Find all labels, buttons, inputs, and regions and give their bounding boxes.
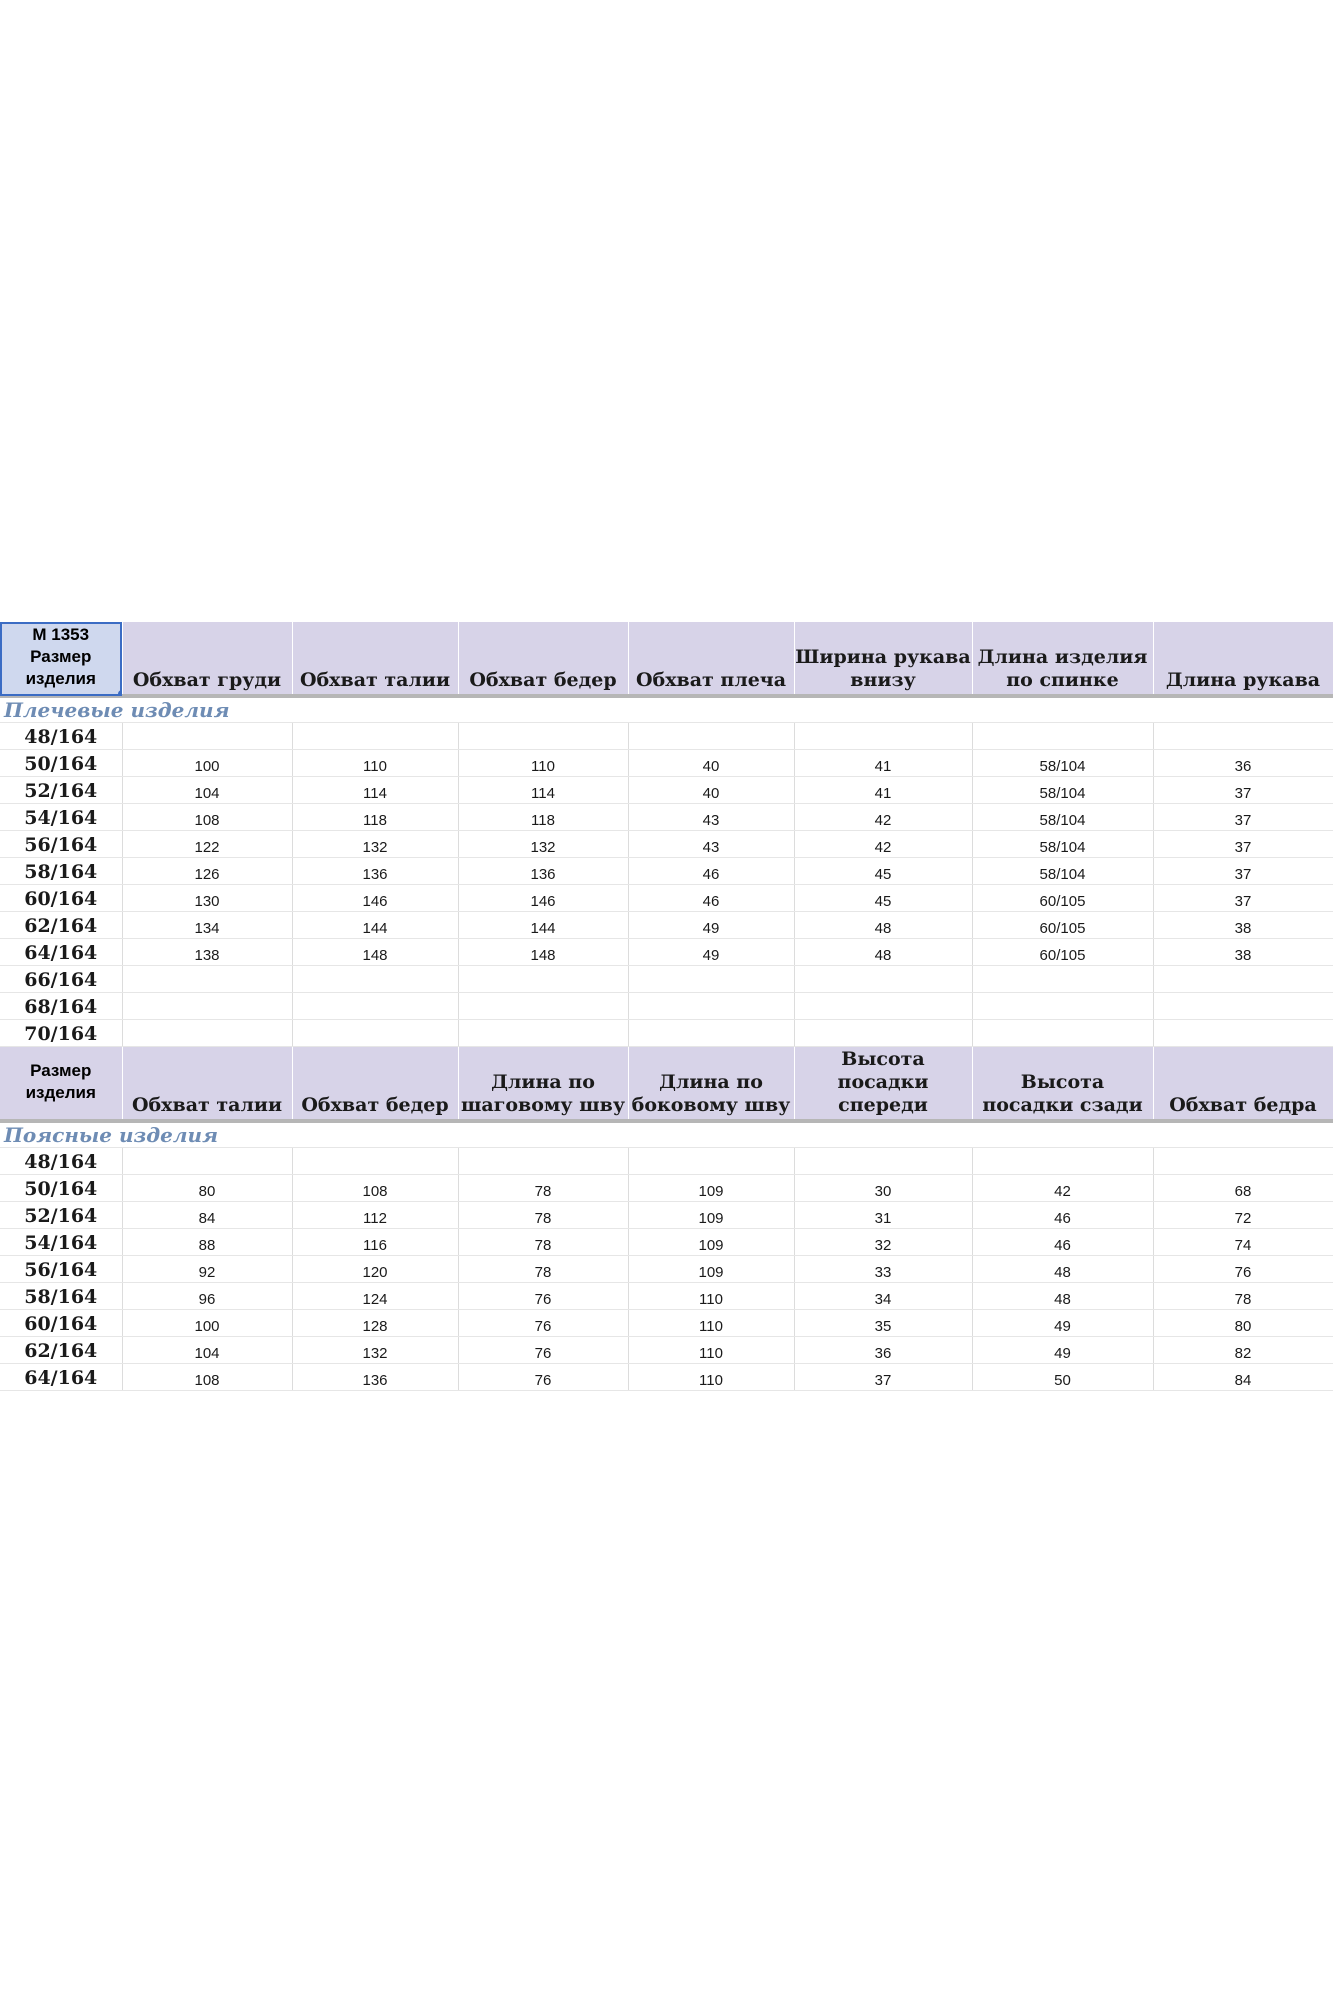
value-cell[interactable]: 78 xyxy=(1153,1283,1333,1310)
upper-column-header[interactable]: Обхват талии xyxy=(292,622,458,696)
value-cell[interactable]: 36 xyxy=(1153,750,1333,777)
value-cell[interactable] xyxy=(292,1148,458,1175)
value-cell[interactable] xyxy=(122,723,292,750)
value-cell[interactable] xyxy=(1153,1148,1333,1175)
table-row xyxy=(0,1202,1333,1229)
value-cell[interactable]: 78 xyxy=(458,1229,628,1256)
upper-section-row xyxy=(0,696,1333,723)
lower-section-row xyxy=(0,1121,1333,1148)
table-row xyxy=(0,1020,1333,1047)
value-cell[interactable] xyxy=(1153,966,1333,993)
value-cell[interactable] xyxy=(458,993,628,1020)
value-cell[interactable] xyxy=(122,1148,292,1175)
size-cell[interactable]: 52/164 xyxy=(0,777,122,804)
table-row xyxy=(0,858,1333,885)
value-cell[interactable]: 109 xyxy=(628,1175,794,1202)
value-cell[interactable]: 138 xyxy=(122,939,292,966)
value-cell[interactable]: 122 xyxy=(122,831,292,858)
value-cell[interactable] xyxy=(794,966,972,993)
value-cell[interactable]: 46 xyxy=(628,858,794,885)
value-cell[interactable]: 37 xyxy=(1153,804,1333,831)
value-cell[interactable]: 48 xyxy=(972,1256,1153,1283)
value-cell[interactable]: 76 xyxy=(1153,1256,1333,1283)
value-cell[interactable] xyxy=(1153,993,1333,1020)
model-label: М 1353 xyxy=(32,625,90,644)
size-cell[interactable]: 64/164 xyxy=(0,1364,122,1391)
value-cell[interactable]: 68 xyxy=(1153,1175,1333,1202)
table-row xyxy=(0,939,1333,966)
value-cell[interactable] xyxy=(628,1020,794,1047)
value-cell[interactable]: 50 xyxy=(972,1364,1153,1391)
value-cell[interactable]: 128 xyxy=(292,1310,458,1337)
value-cell[interactable]: 108 xyxy=(122,1364,292,1391)
value-cell[interactable]: 144 xyxy=(292,912,458,939)
size-cell[interactable]: 60/164 xyxy=(0,885,122,912)
value-cell[interactable] xyxy=(292,993,458,1020)
value-cell[interactable]: 35 xyxy=(794,1310,972,1337)
value-cell[interactable]: 96 xyxy=(122,1283,292,1310)
value-cell[interactable]: 58/104 xyxy=(972,804,1153,831)
value-cell[interactable]: 46 xyxy=(628,885,794,912)
size-cell[interactable]: 50/164 xyxy=(0,750,122,777)
value-cell[interactable]: 136 xyxy=(292,1364,458,1391)
value-cell[interactable]: 136 xyxy=(292,858,458,885)
value-cell[interactable]: 112 xyxy=(292,1202,458,1229)
value-cell[interactable]: 88 xyxy=(122,1229,292,1256)
value-cell[interactable]: 40 xyxy=(628,777,794,804)
value-cell[interactable] xyxy=(972,723,1153,750)
upper-column-header[interactable]: Длина рукава xyxy=(1153,622,1333,696)
value-cell[interactable]: 110 xyxy=(628,1337,794,1364)
size-cell[interactable]: 62/164 xyxy=(0,912,122,939)
value-cell[interactable] xyxy=(458,1020,628,1047)
value-cell[interactable]: 100 xyxy=(122,750,292,777)
value-cell[interactable]: 80 xyxy=(1153,1310,1333,1337)
value-cell[interactable]: 49 xyxy=(972,1310,1153,1337)
value-cell[interactable]: 110 xyxy=(292,750,458,777)
size-cell[interactable]: 48/164 xyxy=(0,723,122,750)
value-cell[interactable]: 146 xyxy=(292,885,458,912)
upper-column-header[interactable]: Длина изделия по спинке xyxy=(972,622,1153,696)
value-cell[interactable]: 104 xyxy=(122,777,292,804)
value-cell[interactable]: 110 xyxy=(458,750,628,777)
value-cell[interactable]: 82 xyxy=(1153,1337,1333,1364)
value-cell[interactable]: 58/104 xyxy=(972,777,1153,804)
value-cell[interactable]: 60/105 xyxy=(972,885,1153,912)
size-chart-sheet xyxy=(0,622,1333,1391)
value-cell[interactable]: 31 xyxy=(794,1202,972,1229)
value-cell[interactable] xyxy=(628,723,794,750)
table-row xyxy=(0,723,1333,750)
size-cell[interactable]: 56/164 xyxy=(0,831,122,858)
value-cell[interactable]: 37 xyxy=(1153,777,1333,804)
value-cell[interactable] xyxy=(122,993,292,1020)
value-cell[interactable] xyxy=(458,966,628,993)
table-row xyxy=(0,912,1333,939)
value-cell[interactable]: 60/105 xyxy=(972,939,1153,966)
lower-column-header[interactable]: Длина по боковому шву xyxy=(628,1047,794,1122)
table-row xyxy=(0,1256,1333,1283)
value-cell[interactable] xyxy=(794,1020,972,1047)
value-cell[interactable]: 76 xyxy=(458,1364,628,1391)
size-cell[interactable]: 70/164 xyxy=(0,1020,122,1047)
value-cell[interactable]: 76 xyxy=(458,1283,628,1310)
value-cell[interactable]: 109 xyxy=(628,1229,794,1256)
size-cell[interactable]: 64/164 xyxy=(0,939,122,966)
value-cell[interactable] xyxy=(122,966,292,993)
table-row xyxy=(0,1229,1333,1256)
size-cell[interactable]: 68/164 xyxy=(0,993,122,1020)
value-cell[interactable]: 134 xyxy=(122,912,292,939)
value-cell[interactable] xyxy=(1153,723,1333,750)
value-cell[interactable]: 108 xyxy=(292,1175,458,1202)
value-cell[interactable] xyxy=(292,966,458,993)
upper-column-header[interactable]: Обхват плеча xyxy=(628,622,794,696)
value-cell[interactable]: 76 xyxy=(458,1337,628,1364)
size-cell[interactable]: 58/164 xyxy=(0,1283,122,1310)
size-cell[interactable]: 66/164 xyxy=(0,966,122,993)
size-cell[interactable]: 60/164 xyxy=(0,1310,122,1337)
value-cell[interactable]: 48 xyxy=(972,1283,1153,1310)
lower-column-header[interactable]: Обхват талии xyxy=(122,1047,292,1122)
value-cell[interactable] xyxy=(122,1020,292,1047)
value-cell[interactable]: 109 xyxy=(628,1256,794,1283)
value-cell[interactable]: 92 xyxy=(122,1256,292,1283)
value-cell[interactable]: 43 xyxy=(628,831,794,858)
value-cell[interactable] xyxy=(972,966,1153,993)
value-cell[interactable]: 76 xyxy=(458,1310,628,1337)
value-cell[interactable]: 118 xyxy=(458,804,628,831)
selection-fill-handle[interactable] xyxy=(118,690,123,696)
value-cell[interactable]: 132 xyxy=(292,1337,458,1364)
table-row xyxy=(0,885,1333,912)
size-cell[interactable]: 50/164 xyxy=(0,1175,122,1202)
size-header-label: Размер изделия xyxy=(25,1061,96,1102)
value-cell[interactable] xyxy=(628,1148,794,1175)
value-cell[interactable]: 45 xyxy=(794,885,972,912)
value-cell[interactable]: 114 xyxy=(458,777,628,804)
value-cell[interactable]: 42 xyxy=(794,831,972,858)
table-row xyxy=(0,1175,1333,1202)
table-row xyxy=(0,1337,1333,1364)
lower-column-header[interactable]: Длина по шаговому шву xyxy=(458,1047,628,1122)
value-cell[interactable]: 42 xyxy=(972,1175,1153,1202)
value-cell[interactable]: 41 xyxy=(794,777,972,804)
value-cell[interactable]: 49 xyxy=(628,912,794,939)
value-cell[interactable]: 114 xyxy=(292,777,458,804)
lower-column-header[interactable]: Обхват бедер xyxy=(292,1047,458,1122)
value-cell[interactable]: 110 xyxy=(628,1310,794,1337)
value-cell[interactable] xyxy=(794,993,972,1020)
value-cell[interactable] xyxy=(628,993,794,1020)
value-cell[interactable]: 136 xyxy=(458,858,628,885)
value-cell[interactable] xyxy=(794,723,972,750)
value-cell[interactable]: 48 xyxy=(794,912,972,939)
size-cell[interactable]: 54/164 xyxy=(0,804,122,831)
value-cell[interactable] xyxy=(628,966,794,993)
table-row xyxy=(0,1148,1333,1175)
value-cell[interactable]: 78 xyxy=(458,1256,628,1283)
value-cell[interactable]: 109 xyxy=(628,1202,794,1229)
value-cell[interactable]: 58/104 xyxy=(972,831,1153,858)
value-cell[interactable]: 30 xyxy=(794,1175,972,1202)
size-cell[interactable]: 54/164 xyxy=(0,1229,122,1256)
value-cell[interactable]: 60/105 xyxy=(972,912,1153,939)
value-cell[interactable]: 132 xyxy=(292,831,458,858)
value-cell[interactable] xyxy=(292,723,458,750)
value-cell[interactable]: 74 xyxy=(1153,1229,1333,1256)
value-cell[interactable]: 84 xyxy=(1153,1364,1333,1391)
upper-column-header[interactable]: Обхват груди xyxy=(122,622,292,696)
value-cell[interactable]: 42 xyxy=(794,804,972,831)
value-cell[interactable]: 148 xyxy=(458,939,628,966)
upper-column-header[interactable]: Обхват бедер xyxy=(458,622,628,696)
value-cell[interactable]: 104 xyxy=(122,1337,292,1364)
value-cell[interactable]: 126 xyxy=(122,858,292,885)
size-header-label: Размер изделия xyxy=(25,647,96,688)
value-cell[interactable]: 132 xyxy=(458,831,628,858)
value-cell[interactable]: 34 xyxy=(794,1283,972,1310)
size-cell[interactable]: 48/164 xyxy=(0,1148,122,1175)
value-cell[interactable]: 110 xyxy=(628,1364,794,1391)
value-cell[interactable] xyxy=(794,1148,972,1175)
table-row xyxy=(0,804,1333,831)
value-cell[interactable]: 110 xyxy=(628,1283,794,1310)
value-cell[interactable]: 78 xyxy=(458,1202,628,1229)
size-chart-table xyxy=(0,622,1333,1391)
value-cell[interactable]: 32 xyxy=(794,1229,972,1256)
upper-size-header-cell[interactable] xyxy=(0,622,122,696)
lower-column-header[interactable]: Высота посадки спереди xyxy=(794,1047,972,1122)
lower-section-title: Поясные изделия xyxy=(0,1121,1333,1148)
value-cell[interactable]: 48 xyxy=(794,939,972,966)
size-cell[interactable]: 56/164 xyxy=(0,1256,122,1283)
value-cell[interactable]: 148 xyxy=(292,939,458,966)
upper-header-row xyxy=(0,622,1333,696)
value-cell[interactable]: 108 xyxy=(122,804,292,831)
lower-column-header[interactable]: Высота посадки сзади xyxy=(972,1047,1153,1122)
value-cell[interactable]: 144 xyxy=(458,912,628,939)
table-row xyxy=(0,966,1333,993)
value-cell[interactable] xyxy=(972,1020,1153,1047)
value-cell[interactable]: 124 xyxy=(292,1283,458,1310)
value-cell[interactable]: 46 xyxy=(972,1229,1153,1256)
value-cell[interactable]: 58/104 xyxy=(972,750,1153,777)
table-row xyxy=(0,777,1333,804)
value-cell[interactable]: 45 xyxy=(794,858,972,885)
value-cell[interactable]: 37 xyxy=(794,1364,972,1391)
table-row xyxy=(0,993,1333,1020)
lower-column-header[interactable]: Обхват бедра xyxy=(1153,1047,1333,1122)
value-cell[interactable] xyxy=(972,1148,1153,1175)
value-cell[interactable]: 49 xyxy=(628,939,794,966)
value-cell[interactable]: 37 xyxy=(1153,885,1333,912)
size-cell[interactable]: 58/164 xyxy=(0,858,122,885)
value-cell[interactable] xyxy=(458,1148,628,1175)
value-cell[interactable]: 37 xyxy=(1153,858,1333,885)
value-cell[interactable]: 43 xyxy=(628,804,794,831)
value-cell[interactable]: 100 xyxy=(122,1310,292,1337)
size-cell[interactable]: 52/164 xyxy=(0,1202,122,1229)
value-cell[interactable]: 84 xyxy=(122,1202,292,1229)
value-cell[interactable]: 46 xyxy=(972,1202,1153,1229)
value-cell[interactable]: 120 xyxy=(292,1256,458,1283)
table-row xyxy=(0,831,1333,858)
value-cell[interactable]: 37 xyxy=(1153,831,1333,858)
upper-column-header[interactable]: Ширина рукава внизу xyxy=(794,622,972,696)
value-cell[interactable] xyxy=(1153,1020,1333,1047)
upper-section-title: Плечевые изделия xyxy=(0,696,1333,723)
value-cell[interactable]: 33 xyxy=(794,1256,972,1283)
value-cell[interactable]: 130 xyxy=(122,885,292,912)
value-cell[interactable]: 78 xyxy=(458,1175,628,1202)
lower-header-row xyxy=(0,1047,1333,1122)
size-cell[interactable]: 62/164 xyxy=(0,1337,122,1364)
value-cell[interactable] xyxy=(292,1020,458,1047)
value-cell[interactable]: 49 xyxy=(972,1337,1153,1364)
value-cell[interactable]: 38 xyxy=(1153,912,1333,939)
value-cell[interactable]: 40 xyxy=(628,750,794,777)
table-row xyxy=(0,750,1333,777)
table-row xyxy=(0,1310,1333,1337)
value-cell[interactable] xyxy=(458,723,628,750)
value-cell[interactable]: 118 xyxy=(292,804,458,831)
value-cell[interactable]: 80 xyxy=(122,1175,292,1202)
value-cell[interactable]: 72 xyxy=(1153,1202,1333,1229)
value-cell[interactable]: 146 xyxy=(458,885,628,912)
value-cell[interactable]: 41 xyxy=(794,750,972,777)
value-cell[interactable]: 36 xyxy=(794,1337,972,1364)
value-cell[interactable]: 38 xyxy=(1153,939,1333,966)
table-row xyxy=(0,1283,1333,1310)
table-row xyxy=(0,1364,1333,1391)
value-cell[interactable]: 116 xyxy=(292,1229,458,1256)
value-cell[interactable]: 58/104 xyxy=(972,858,1153,885)
lower-size-header-cell[interactable] xyxy=(0,1047,122,1122)
value-cell[interactable] xyxy=(972,993,1153,1020)
